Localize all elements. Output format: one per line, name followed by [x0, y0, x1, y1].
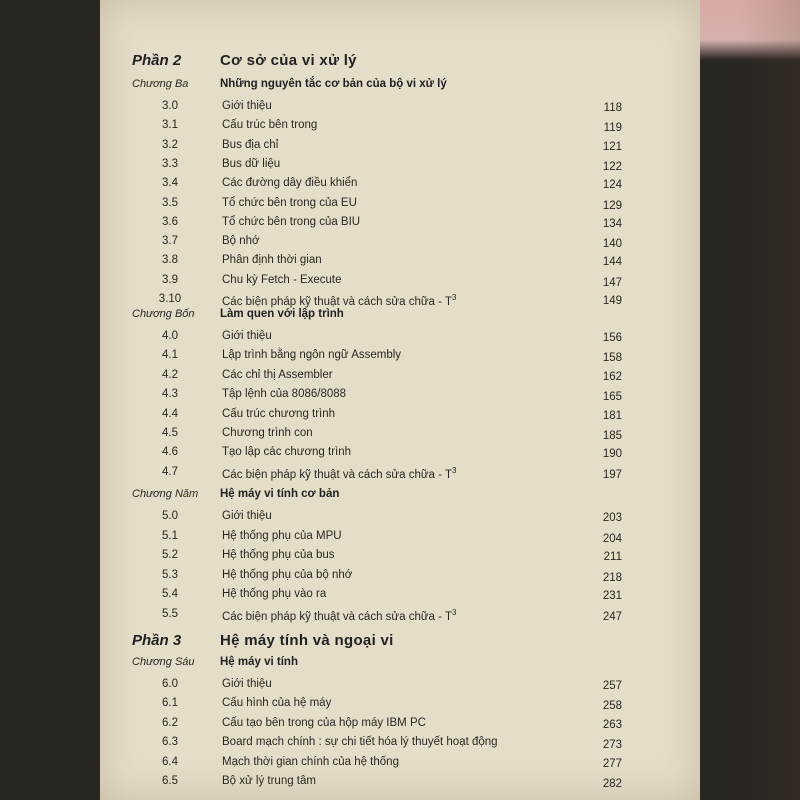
- section-number: 6.5: [162, 775, 178, 787]
- section-title: [222, 569, 352, 581]
- toc-entry: [100, 717, 700, 735]
- section-title-text: Giới thiệu: [222, 678, 272, 690]
- toc-entry: [100, 510, 700, 528]
- section-title-text: Lập trình bằng ngôn ngữ Assembly: [222, 349, 402, 362]
- page-number: 211: [603, 551, 622, 563]
- section-title-text: Tổ chức bên trong của BIU: [222, 215, 361, 228]
- section-title-text: Cấu hình của hệ máy: [222, 697, 332, 710]
- toc-entry: [100, 678, 700, 696]
- toc-entry: [100, 100, 700, 118]
- section-number: 3.7: [162, 235, 178, 248]
- section-title: [222, 736, 498, 748]
- toc-entry: [100, 139, 700, 157]
- section-title-text: Tổ chức bên trong của EU: [222, 196, 357, 209]
- section-title-text: Bus dữ liệu: [222, 157, 281, 170]
- section-title: [222, 510, 272, 522]
- section-title-text: Các chỉ thị Assembler: [222, 368, 333, 381]
- page-number: 147: [602, 276, 622, 289]
- section-title: [222, 216, 360, 228]
- page-number: 118: [603, 102, 622, 114]
- toc-entry: [100, 446, 700, 464]
- section-title: [222, 330, 272, 342]
- page-number: 258: [602, 700, 622, 713]
- book-page: [100, 0, 700, 800]
- section-number: 3.5: [162, 196, 178, 209]
- page-number: 156: [602, 332, 622, 344]
- page-number: 247: [602, 610, 622, 623]
- page-number: 204: [602, 532, 622, 545]
- section-title: [222, 293, 456, 308]
- section-title: [222, 530, 342, 542]
- section-title-text: Mạch thời gian chính của hệ thống: [222, 755, 399, 768]
- page-number: 158: [602, 352, 622, 365]
- page-number: 257: [602, 680, 622, 692]
- section-number: 3.4: [162, 177, 178, 190]
- page-number: 121: [602, 140, 622, 153]
- toc-entry: [100, 388, 700, 406]
- toc-entry: [100, 608, 700, 626]
- section-number: 4.0: [162, 330, 178, 342]
- section-title-superscript: 3: [451, 293, 457, 302]
- toc-entry: [100, 216, 700, 234]
- section-title-text: Các biện pháp kỹ thuật và cách sửa chữa - T: [222, 468, 452, 481]
- page-number: 273: [602, 739, 622, 752]
- section-number: 4.6: [162, 446, 178, 459]
- part-title: Cơ sở của vi xử lý: [220, 52, 357, 69]
- page-number: 203: [602, 512, 622, 524]
- page-number: 181: [602, 409, 622, 422]
- chapter-title: Hệ máy vi tính: [220, 656, 298, 668]
- section-title: [222, 254, 322, 266]
- toc-entry: [100, 235, 700, 253]
- section-number: 3.3: [162, 157, 178, 170]
- section-title-text: Cấu trúc bên trong: [222, 119, 318, 132]
- page-number: 119: [603, 122, 622, 135]
- section-title: [222, 119, 317, 131]
- page-number: 140: [602, 238, 622, 251]
- section-number: 6.1: [162, 697, 178, 710]
- section-title-text: Hệ thống phụ của bộ nhớ: [222, 568, 353, 581]
- section-title: [222, 588, 326, 600]
- section-number: 4.2: [162, 368, 178, 381]
- section-title-text: Bộ nhớ: [222, 235, 260, 248]
- section-title: [222, 100, 272, 112]
- section-number: 6.3: [162, 736, 178, 749]
- section-title-text: Các biện pháp kỹ thuật và cách sửa chữa - T: [222, 295, 452, 308]
- chapter-label: Chương Ba: [132, 78, 189, 90]
- section-title: [222, 427, 313, 439]
- page-number: 162: [602, 370, 622, 383]
- toc-entry: [100, 588, 700, 606]
- section-number: 4.5: [162, 427, 178, 439]
- section-number: 3.2: [162, 138, 178, 151]
- toc-entry: [100, 349, 700, 367]
- section-number: 5.4: [162, 588, 178, 600]
- section-number: 4.3: [162, 388, 178, 401]
- toc-entry: [100, 408, 700, 426]
- page-number: 277: [602, 757, 622, 770]
- toc-entry: [100, 177, 700, 195]
- chapter-label: Chương Sáu: [132, 656, 195, 668]
- section-title: [222, 678, 272, 690]
- section-title: [222, 139, 278, 151]
- page-number: 122: [602, 160, 622, 173]
- toc-entry: [100, 197, 700, 215]
- section-title: [222, 197, 357, 209]
- section-title-text: Các biện pháp kỹ thuật và cách sửa chữa - T: [222, 610, 452, 623]
- part-label: Phần 3: [132, 632, 182, 649]
- section-number: 4.4: [162, 407, 178, 420]
- section-title: [222, 369, 333, 381]
- section-title: [222, 388, 346, 400]
- chapter-title: Hệ máy vi tính cơ bản: [220, 488, 340, 500]
- section-number: 5.2: [162, 549, 178, 561]
- section-title-text: Phân định thời gian: [222, 254, 322, 267]
- section-number: 6.0: [162, 678, 178, 690]
- section-title: [222, 274, 342, 286]
- page-edge-shadow: [740, 0, 800, 800]
- section-title: [222, 697, 331, 709]
- section-title-superscript: 3: [451, 465, 457, 475]
- page-number: 231: [602, 590, 622, 602]
- section-number: 5.1: [162, 529, 178, 542]
- section-title: [222, 446, 351, 458]
- section-number: 3.6: [162, 215, 178, 228]
- toc-entry: [100, 549, 700, 567]
- page-number: 165: [602, 391, 622, 404]
- toc-entry: [100, 274, 700, 292]
- section-title-text: Tạo lập các chương trình: [222, 446, 352, 459]
- section-title: [222, 549, 335, 561]
- section-number: 5.3: [162, 568, 178, 581]
- page-number: 185: [602, 430, 622, 442]
- page-number: 149: [602, 295, 622, 307]
- section-number: 5.5: [162, 607, 178, 620]
- section-title: [222, 717, 426, 729]
- section-title-text: Giới thiệu: [222, 510, 272, 522]
- section-title-text: Chu kỳ Fetch - Execute: [222, 273, 342, 286]
- section-title-text: Giới thiệu: [222, 330, 272, 342]
- section-title-text: Bộ xử lý trung tâm: [222, 775, 316, 787]
- section-number: 3.0: [162, 100, 178, 112]
- section-title-text: Hệ thống phụ của bus: [222, 549, 335, 561]
- section-title-text: Hệ thống phụ của MPU: [222, 529, 342, 542]
- toc-entry: [100, 569, 700, 587]
- section-number: 3.1: [162, 119, 178, 132]
- chapter-label: Chương Bốn: [132, 308, 195, 320]
- section-title: [222, 158, 280, 170]
- section-title-text: Giới thiệu: [222, 100, 272, 112]
- section-number: 4.7: [162, 465, 178, 478]
- section-number: 5.0: [162, 510, 178, 522]
- toc-entry: [100, 530, 700, 548]
- toc-entry: [100, 736, 700, 754]
- toc-entry: [100, 254, 700, 272]
- section-title-text: Bus địa chỉ: [222, 138, 279, 151]
- toc-entry: [100, 466, 700, 484]
- section-title-superscript: 3: [451, 607, 457, 617]
- toc-entry: [100, 427, 700, 445]
- page-number: 190: [602, 448, 622, 461]
- part-title: Hệ máy tính và ngoại vi: [220, 632, 394, 649]
- section-title-text: Board mạch chính : sự chi tiết hóa lý thuyết hoạt động: [222, 736, 498, 749]
- section-number: 6.4: [162, 755, 178, 768]
- section-title-text: Cấu trúc chương trình: [222, 407, 336, 420]
- section-number: 6.2: [162, 716, 178, 729]
- chapter-label: Chương Năm: [132, 488, 199, 500]
- section-title: [222, 177, 357, 189]
- page-number: 129: [602, 199, 622, 212]
- page-number: 134: [602, 217, 622, 230]
- section-title-text: Hệ thống phụ vào ra: [222, 588, 327, 600]
- chapter-title: Những nguyên tắc cơ bản của bộ vi xử lý: [220, 78, 447, 90]
- section-number: 3.8: [162, 254, 178, 267]
- section-title: [222, 349, 401, 361]
- section-title-text: Tập lệnh của 8086/8088: [222, 388, 347, 401]
- section-title: [222, 466, 456, 481]
- section-title: [222, 408, 335, 420]
- section-number: 3.9: [162, 273, 178, 286]
- section-title-text: Chương trình con: [222, 427, 313, 439]
- section-number: 3.10: [158, 293, 182, 305]
- page-number: 197: [602, 468, 622, 481]
- toc-entry: [100, 369, 700, 387]
- chapter-title: Làm quen với lập trình: [220, 308, 344, 320]
- toc-entry: [100, 756, 700, 774]
- section-title: [222, 756, 399, 768]
- page-number: 144: [602, 256, 622, 269]
- page-number: 218: [602, 571, 622, 584]
- toc-entry: [100, 330, 700, 348]
- toc-entry: [100, 158, 700, 176]
- section-title: [222, 775, 316, 787]
- section-title: [222, 235, 260, 247]
- section-title-text: Các đường dây điều khiển: [222, 177, 358, 190]
- part-label: Phần 2: [132, 52, 182, 69]
- toc-entry: [100, 697, 700, 715]
- section-title: [222, 608, 456, 623]
- page-number: 124: [602, 179, 622, 192]
- page-number: 263: [602, 718, 622, 731]
- page-number: 282: [602, 778, 622, 790]
- toc-entry: [100, 775, 700, 793]
- toc-entry: [100, 119, 700, 137]
- section-number: 4.1: [162, 349, 178, 362]
- section-title-text: Cấu tạo bên trong của hộp máy IBM PC: [222, 716, 426, 729]
